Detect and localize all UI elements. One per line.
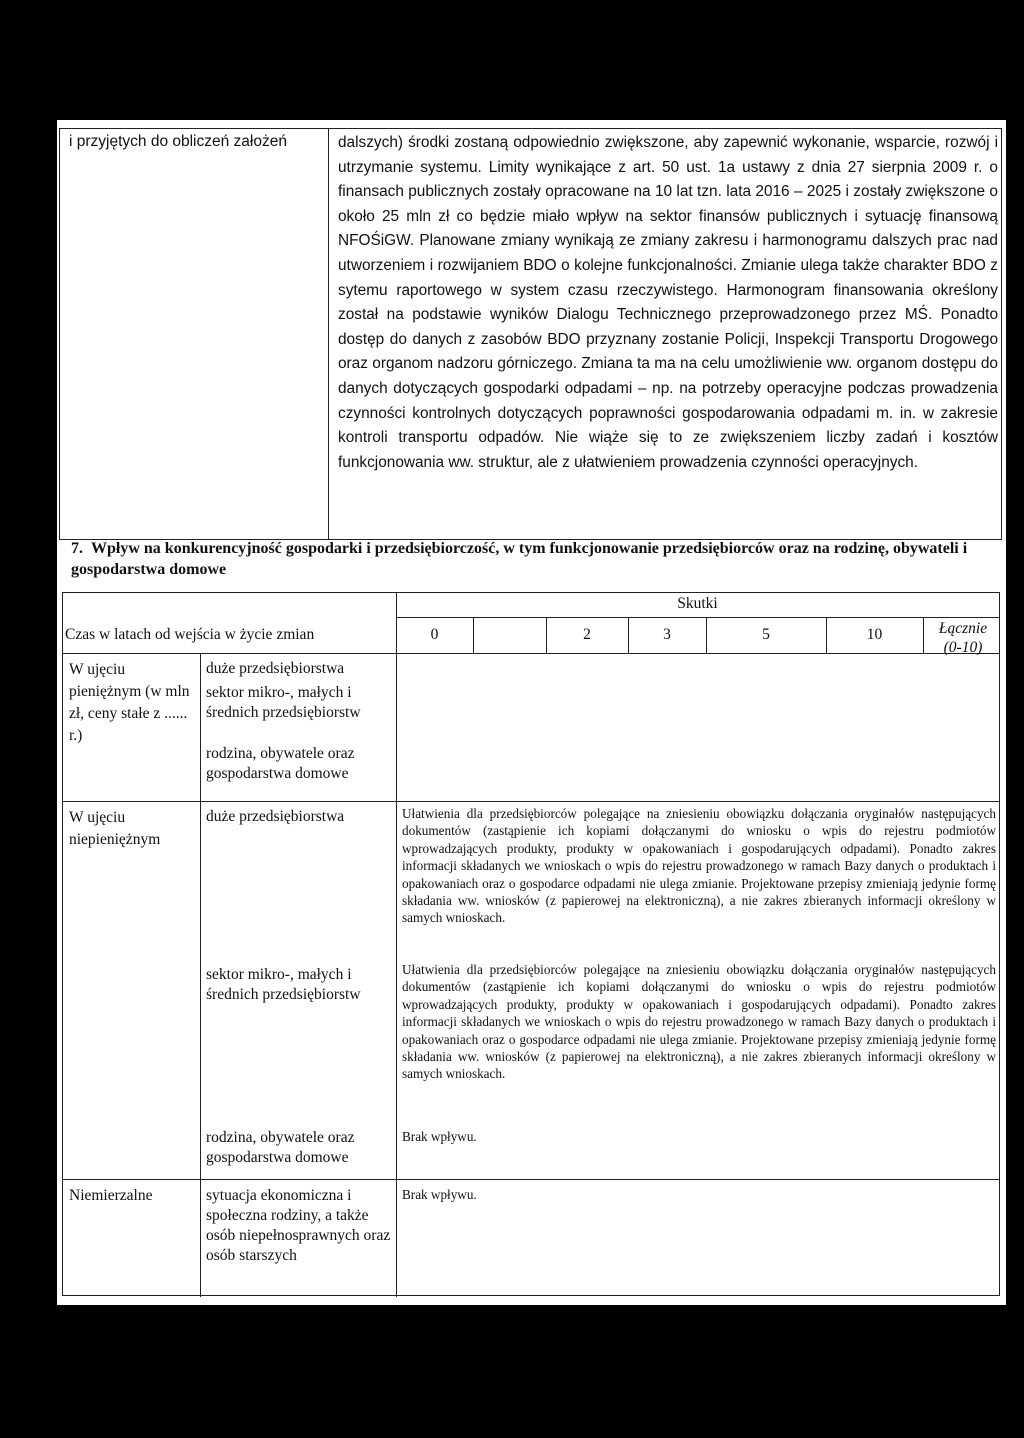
unmeasurable-row: sytuacja ekonomiczna i społeczna rodziny, a także osób niepełnosprawnych oraz osób starszych xyxy=(206,1187,391,1264)
non-monetary-text-family: Brak wpływu. xyxy=(402,1129,477,1144)
year-0: 0 xyxy=(430,626,439,643)
assumptions-label: i przyjętych do obliczeń założeń xyxy=(60,129,329,539)
group-unmeasurable: Niemierzalne xyxy=(69,1187,153,1204)
unmeasurable-text: Brak wpływu. xyxy=(402,1187,477,1202)
year-5: 5 xyxy=(762,626,770,643)
year-3: 3 xyxy=(663,626,671,643)
document-page xyxy=(57,120,1006,1305)
monetary-row-large: duże przedsiębiorstwa xyxy=(206,660,345,677)
non-monetary-row-sme: sektor mikro-, małych i średnich przedsiębiorstw xyxy=(206,966,361,1003)
financing-table xyxy=(59,128,1002,540)
group-monetary: W ujęciu pieniężnym (w mln zł, ceny stałe z ...... r.) xyxy=(69,661,190,744)
year-2: 2 xyxy=(583,626,591,643)
impact-table xyxy=(62,592,1000,1296)
skutki-header: Skutki xyxy=(677,595,718,612)
non-monetary-row-family: rodzina, obywatele oraz gospodarstwa domowe xyxy=(206,1129,355,1166)
year-10: 10 xyxy=(866,626,883,643)
non-monetary-text-sme: Ułatwienia dla przedsiębiorców polegające na zniesieniu obowiązku dołączania oryginałów następujących dokumentów (zastąpienie ich kopiami dołączanymi do wniosku o wpis do rejestru podmiotów wprowadzających produkty, produkty w opakowaniach i gospodarujących odpadami). Ponadto zakres informacji składanych we wnioskach o wpis do rejestru prowadzonego w ramach Bazy danych o produktach i opakowaniach oraz o gospodarce odpadami nie ulega zmianie. Projektowane przepisy zmieniają jedynie formę składania ww. wniosków (z papierowej na elektroniczną), a nie zakres zbieranych informacji określony w samych wnioskach. xyxy=(402,962,996,1082)
time-label: Czas w latach od wejścia w życie zmian xyxy=(65,626,315,643)
non-monetary-row-large: duże przedsiębiorstwa xyxy=(206,808,345,825)
non-monetary-text-large: Ułatwienia dla przedsiębiorców polegające na zniesieniu obowiązku dołączania oryginałów następujących dokumentów (zastąpienie ich kopiami dołączanymi do wniosku o wpis do rejestru podmiotów wprowadzających produkty, produkty w opakowaniach i gospodarujących odpadami). Ponadto zakres informacji składanych we wnioskach o wpis do rejestru prowadzonego w ramach Bazy danych o produktach i opakowaniach oraz o gospodarce odpadami nie ulega zmianie. Projektowane przepisy zmieniają jedynie formę składania ww. wniosków (z papierowej na elektroniczną), a nie zakres zbieranych informacji określony w samych wnioskach. xyxy=(402,806,996,926)
financing-text: dalszych) środki zostaną odpowiednio zwiększone, aby zapewnić wykonanie, wsparcie, rozwój i utrzymanie systemu. Limity wynikające z art. 50 ust. 1a ustawy z dnia 27 sierpnia 2009 r. o finansach publicznych zostały opracowane na 10 lat tzn. lata 2016 – 2025 i zostały zwiększone o około 25 mln zł co będzie miało wpływ na sektor finansów publicznych i sytuację finansową NFOŚiGW. Planowane zmiany wynikają ze zmiany zakresu i harmonogramu dalszych prac nad utworzeniem i rozwijaniem BDO o kolejne funkcjonalności. Zmianie ulega także charakter BDO z sytemu raportowego w system czasu rzeczywistego. Harmonogram finansowania określony został na podstawie wyników Dialogu Technicznego przeprowadzonego przez MŚ. Ponadto dostęp do danych z zasobów BDO przyznany zostanie Policji, Inspekcji Transportu Drogowego oraz organom nadzoru górniczego. Zmiana ta ma na celu umożliwienie ww. organom dostępu do danych dotyczących gospodarki odpadami – np. na potrzeby operacyjne podczas prowadzenia czynności kontrolnych dotyczących poprawności gospodarowania odpadami m. in. w zakresie kontroli transportu odpadów. Nie wiąże się to ze zwiększeniem liczby zadań i kosztów funkcjonowania ww. struktur, ale z ułatwieniem prowadzenia czynności operacyjnych. xyxy=(338,134,998,471)
section-title: Wpływ na konkurencyjność gospodarki i przedsiębiorczość, w tym funkcjonowanie przedsiębiorców oraz na rodzinę, obywateli i gospodarstwa domowe xyxy=(71,540,968,578)
group-non-monetary: W ujęciu niepieniężnym xyxy=(69,809,161,848)
section-number: 7. xyxy=(71,540,83,557)
total-label: Łącznie (0-10) xyxy=(938,620,988,656)
monetary-row-family: rodzina, obywatele oraz gospodarstwa domowe xyxy=(206,745,355,782)
section-heading xyxy=(71,538,1001,580)
monetary-row-sme: sektor mikro-, małych i średnich przedsiębiorstw xyxy=(206,684,361,721)
